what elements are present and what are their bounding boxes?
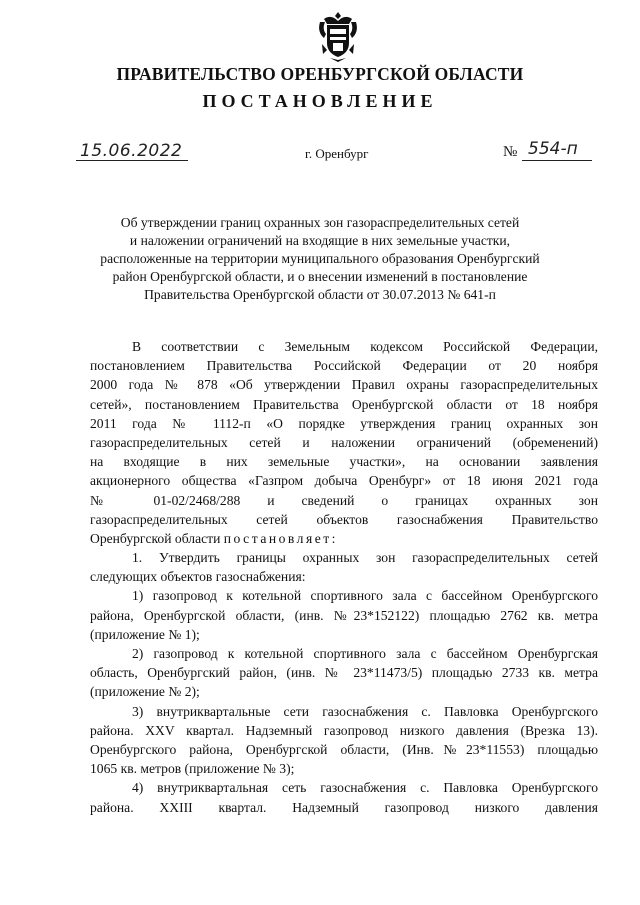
body-line: постановлением Правительства Российской Федерации от 20 ноября	[90, 358, 598, 374]
body-line: 2011 года № 1112-п «О порядке утверждения границ охранных зон	[90, 415, 598, 431]
body-line: 2000 года № 878 «Об утверждении Правил охраны газораспределительных	[90, 377, 598, 393]
subject-line: район Оренбургской области, и о внесении изменений в постановление	[112, 269, 528, 284]
subject-line: Об утверждении границ охранных зон газораспределительных сетей	[120, 215, 520, 230]
decree-subject	[90, 214, 550, 304]
body-line: на входящие в них земельные участки», на основании заявления	[90, 454, 598, 470]
body-line: В соответствии с Земельным кодексом Российской Федерации,	[132, 339, 598, 354]
decree-body	[90, 337, 598, 817]
body-line: область, Оренбургский район, (инв. № 23*11473/5) площадью 2733 кв. метра	[90, 665, 598, 681]
body-line: акционерного общества «Газпром добыча Оренбург» от 18 июня 2021 года	[90, 473, 598, 489]
date-underline	[76, 160, 188, 161]
decree-date: 15.06.2022	[80, 141, 183, 161]
body-text: Оренбургской области	[90, 530, 221, 546]
resolution-word: постановляет:	[223, 530, 338, 546]
body-line: 4) внутриквартальная сеть газоснабжения с. Павловка Оренбургского	[132, 780, 598, 796]
body-line: следующих объектов газоснабжения:	[90, 569, 306, 585]
body-line: газораспределительных сетей объектов газоснабжения Правительство	[90, 511, 598, 527]
decree-number: 554-п	[528, 139, 578, 159]
body-line: 1. Утвердить границы охранных зон газораспределительных сетей	[132, 550, 598, 566]
body-line: (приложение № 2);	[90, 684, 200, 700]
document-type-title: ПОСТАНОВЛЕНИЕ	[202, 91, 438, 111]
body-line: 3) внутриквартальные сети газоснабжения с. Павловка Оренбургского	[132, 703, 598, 719]
coat-of-arms-icon	[316, 10, 360, 64]
body-line: (приложение № 1);	[90, 626, 200, 642]
number-underline	[522, 160, 592, 161]
government-title: ПРАВИТЕЛЬСТВО ОРЕНБУРГСКОЙ ОБЛАСТИ	[116, 64, 524, 84]
body-line: № 01-02/2468/288 и сведений о границах охранных зон	[90, 492, 598, 508]
decree-city: г. Оренбург	[305, 146, 369, 161]
subject-line: расположенные на территории муниципального образования Оренбургский	[100, 251, 540, 266]
body-line: Оренбургского района, Оренбургской области, (Инв.№23*11553) площадью	[90, 741, 598, 757]
body-line: района. XXV квартал. Надземный газопровод низкого давления (Врезка 13).	[90, 722, 598, 738]
body-line: района. XXIII квартал. Надземный газопровод низкого давления	[90, 799, 598, 815]
body-line: сетей», постановлением Правительства Оренбургской области от 18 ноября	[90, 396, 598, 412]
body-line: 1) газопровод к котельной спортивного зала с бассейном Оренбургского	[132, 588, 598, 604]
body-line: 1065 кв. метров (приложение № 3);	[90, 761, 295, 777]
body-line: 2) газопровод к котельной спортивного зала с бассейном Оренбургская	[132, 646, 598, 661]
body-line: газораспределительных сетей и наложении ограничений (обременений)	[90, 434, 598, 450]
subject-line: Правительства Оренбургской области от 30.07.2013 № 641-п	[144, 287, 496, 302]
subject-line: и наложении ограничений на входящие в них земельные участки,	[129, 233, 511, 248]
body-line: района, Оренбургской области, (инв. №23*152122) площадью 2762 кв. метра	[90, 607, 598, 623]
number-sign: №	[503, 144, 518, 160]
body-line	[90, 529, 598, 548]
